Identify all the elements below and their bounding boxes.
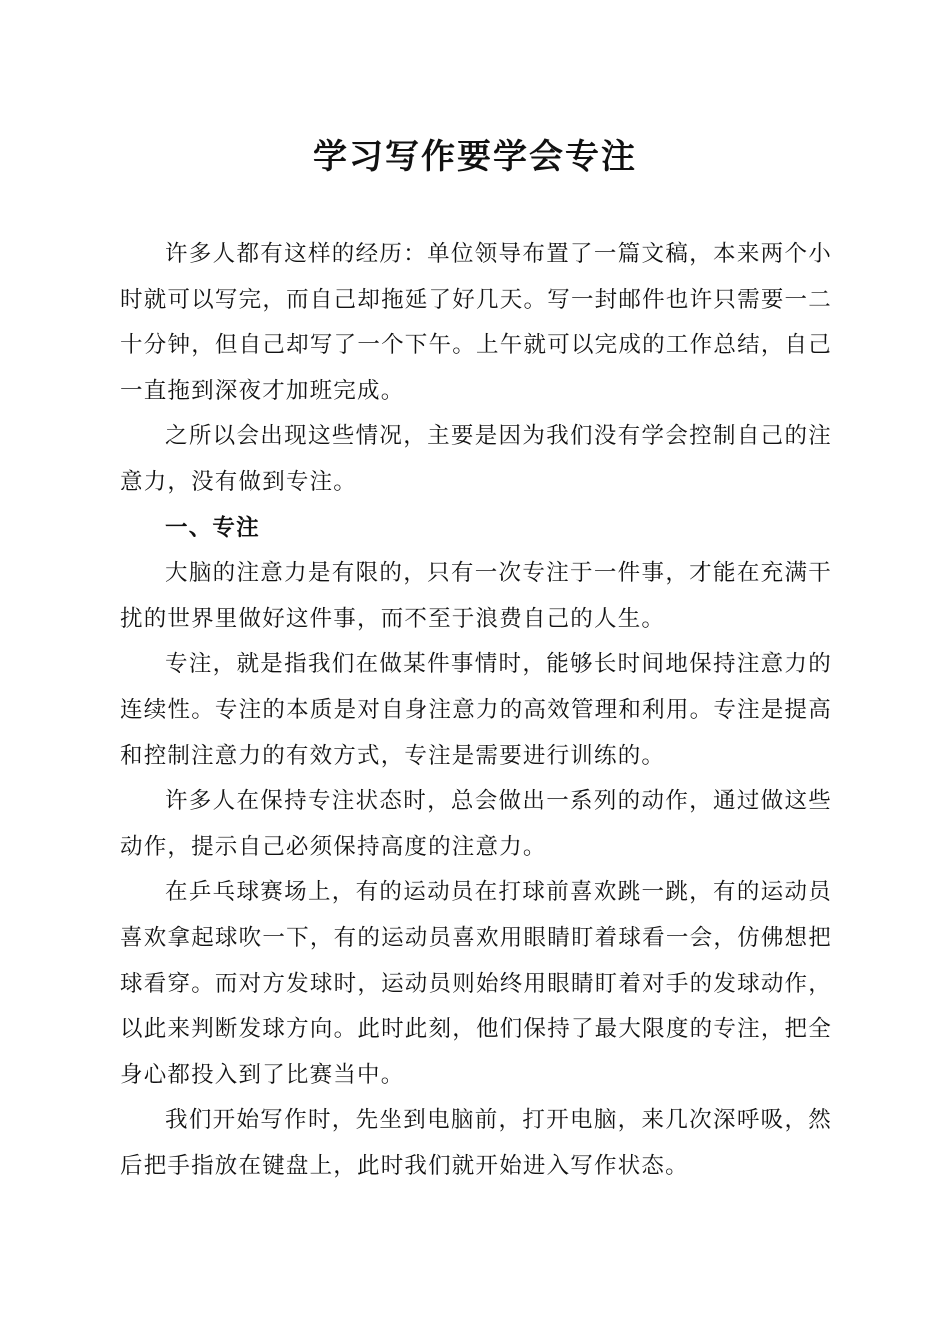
paragraph-6: 在乒乓球赛场上，有的运动员在打球前喜欢跳一跳，有的运动员喜欢拿起球吹一下，有的运动员喜欢用眼睛盯着球看一会，仿佛想把球看穿。而对方发球时，运动员则始终用眼睛盯着对手的发球动作，以此来判断发球方向。此时此刻，他们保持了最大限度的专注，把全身心都投入到了比赛当中。	[120, 879, 832, 1088]
paragraph-2: 之所以会出现这些情况，主要是因为我们没有学会控制自己的注意力，没有做到专注。	[120, 423, 832, 495]
page-title: 学习写作要学会专注	[313, 137, 637, 177]
section-heading: 一、专注	[165, 514, 260, 541]
paragraph-4: 专注，就是指我们在做某件事情时，能够长时间地保持注意力的连续性。专注的本质是对自身注意力的高效管理和利用。专注是提高和控制注意力的有效方式，专注是需要进行训练的。	[120, 651, 832, 769]
paragraph-3: 大脑的注意力是有限的，只有一次专注于一件事，才能在充满干扰的世界里做好这件事，而不至于浪费自己的人生。	[120, 560, 832, 632]
paragraph-7: 我们开始写作时，先坐到电脑前，打开电脑，来几次深呼吸，然后把手指放在键盘上，此时我们就开始进入写作状态。	[120, 1107, 832, 1179]
paragraph-1: 许多人都有这样的经历：单位领导布置了一篇文稿，本来两个小时就可以写完，而自己却拖延了好几天。写一封邮件也许只需要一二十分钟，但自己却写了一个下午。上午就可以完成的工作总结，自己一直拖到深夜才加班完成。	[120, 241, 832, 404]
document-body	[120, 232, 832, 1189]
paragraph-5: 许多人在保持专注状态时，总会做出一系列的动作，通过做这些动作，提示自己必须保持高度的注意力。	[120, 788, 832, 860]
